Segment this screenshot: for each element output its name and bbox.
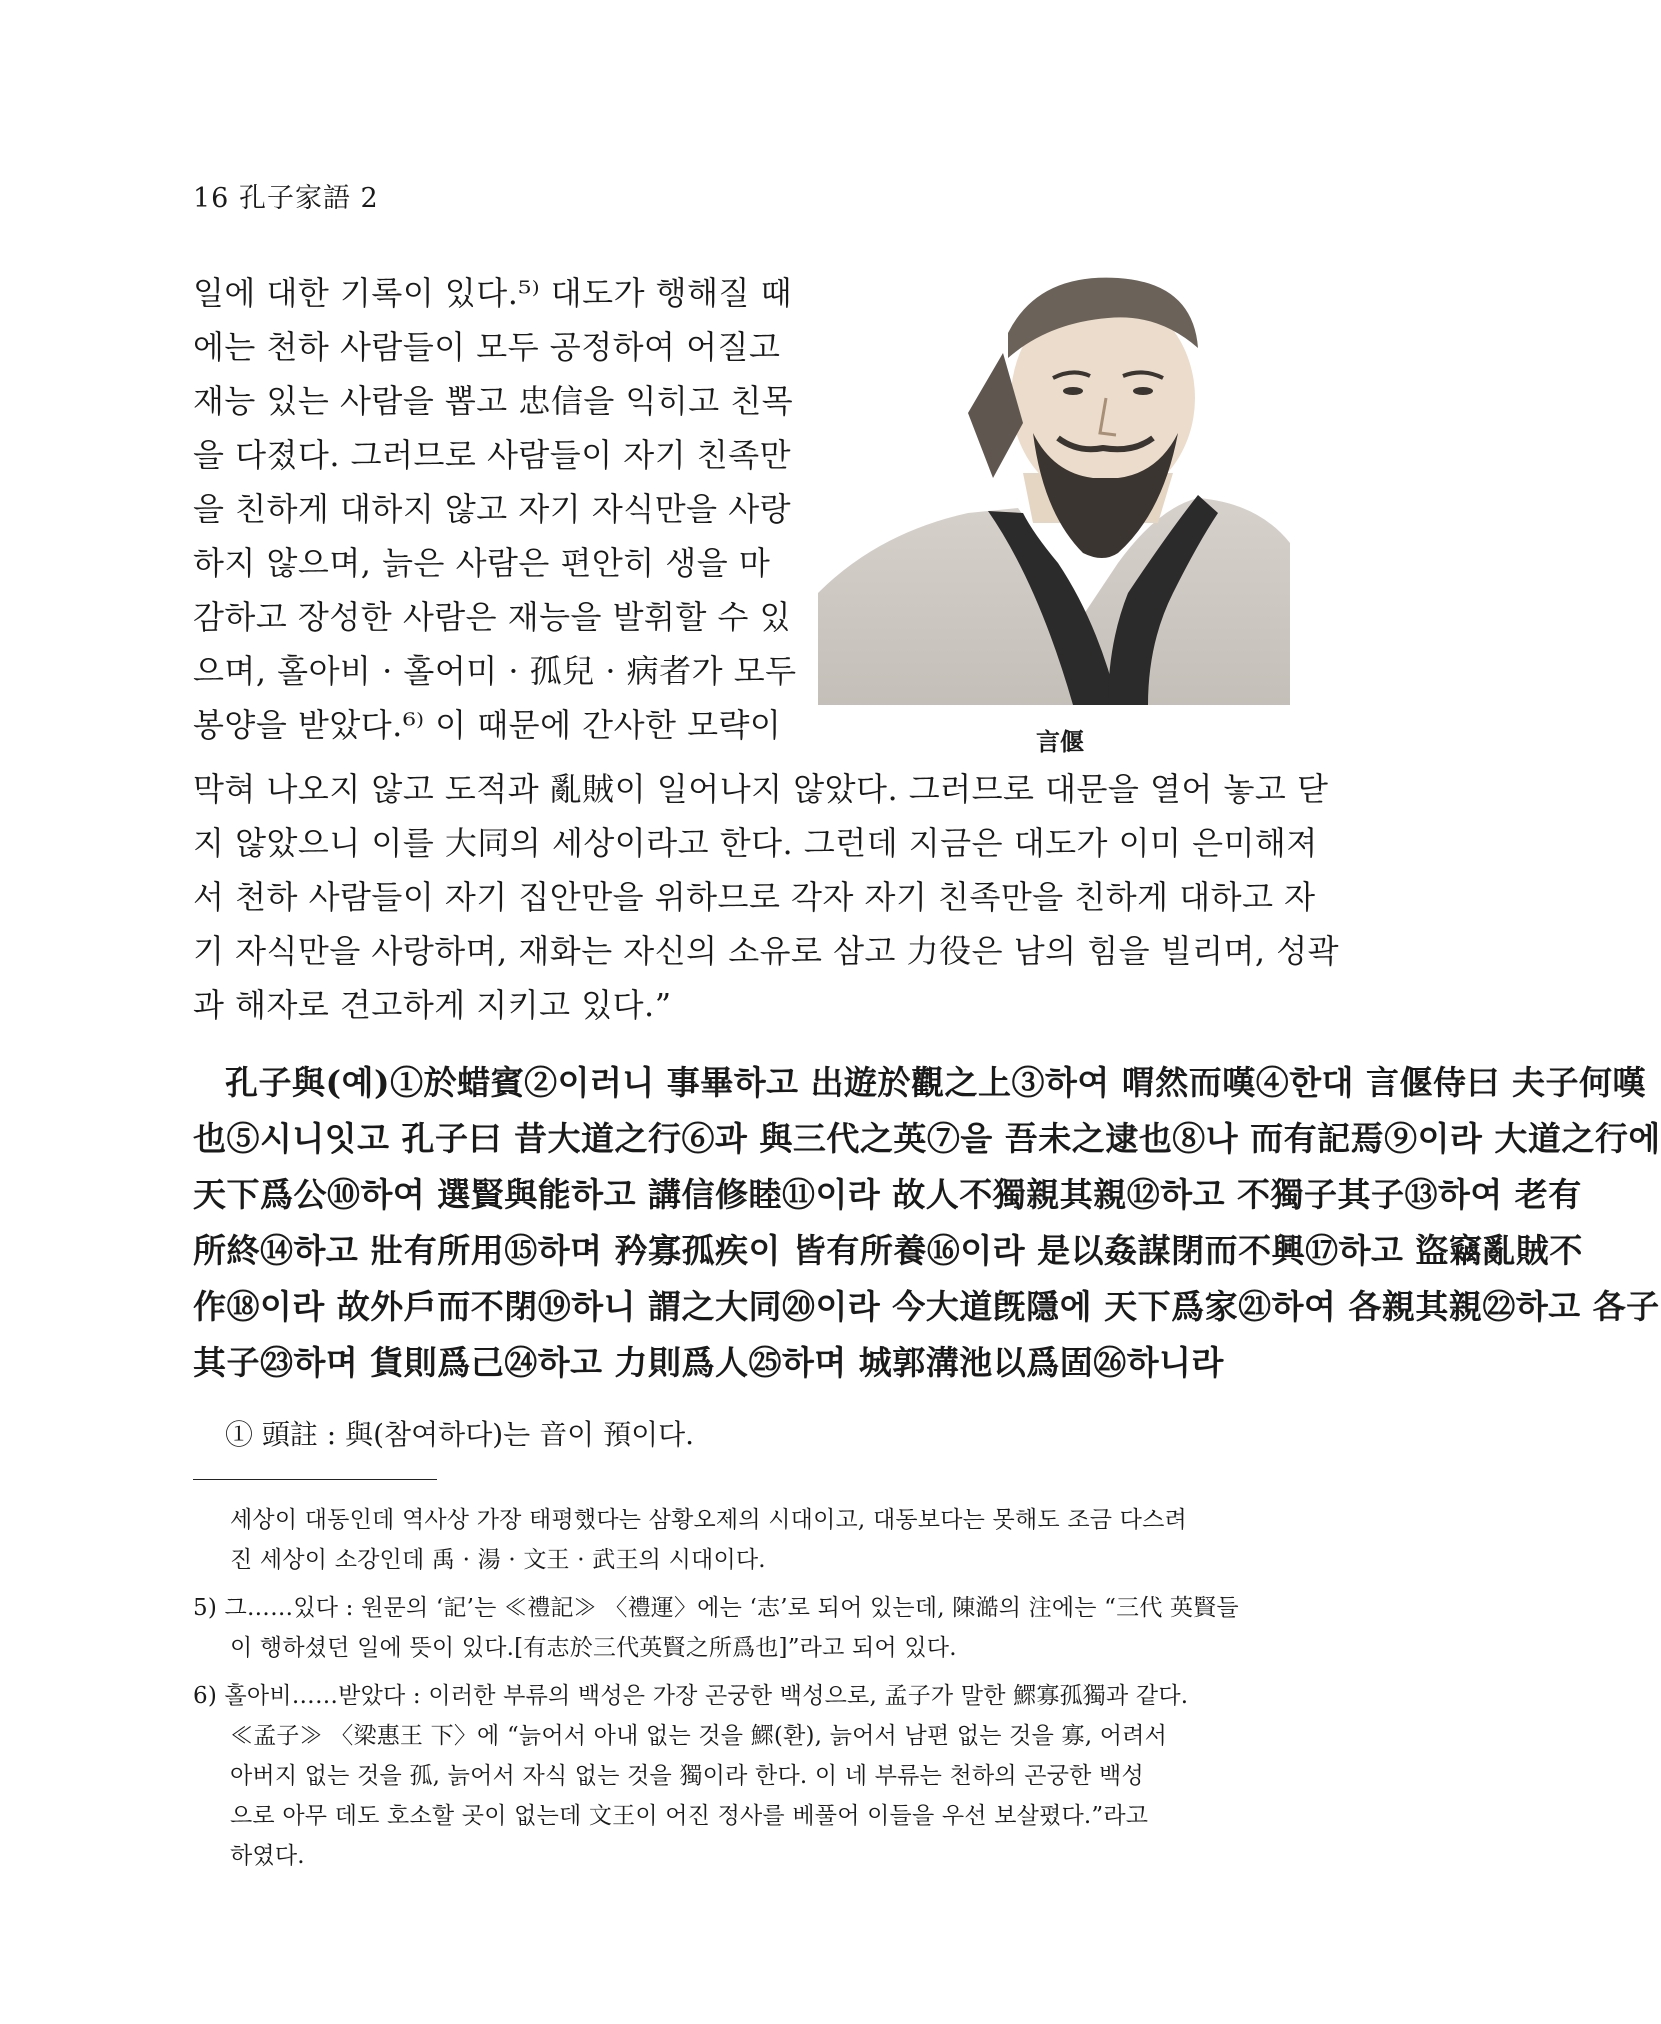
- body-text-line: 일에 대한 기록이 있다.⁵⁾ 대도가 행해질 때: [193, 274, 792, 312]
- footnote-5: 5) 그……있다 : 원문의 ‘記’는 ≪禮記≫ 〈禮運〉에는 ‘志’로 되어 있는데, 陳澔의 注에는 “三代 英賢들: [193, 1595, 1239, 1621]
- classical-text-line: 其子㉓하며 貨則爲己㉔하고 力則爲人㉕하며 城郭溝池以爲固㉖하니라: [193, 1343, 1224, 1382]
- body-text-line: 지 않았으니 이를 大同의 세상이라고 한다. 그런데 지금은 대도가 이미 은미해져: [193, 824, 1318, 862]
- footnote-line: 으로 아무 데도 호소할 곳이 없는데 文王이 어진 정사를 베풀어 이들을 우선 보살폈다.”라고: [230, 1803, 1149, 1829]
- classical-text-line: 也⑤시니잇고 孔子曰 昔大道之行⑥과 與三代之英⑦을 吾未之逮也⑧나 而有記焉⑨이라 大道之行에: [193, 1119, 1661, 1158]
- body-text-line: 을 다졌다. 그러므로 사람들이 자기 친족만: [193, 436, 792, 474]
- classical-text-line: 天下爲公⑩하여 選賢與能하고 講信修睦⑪이라 故人不獨親其親⑫하고 不獨子其子⑬하여 老有: [193, 1175, 1582, 1214]
- body-text-line: 막혀 나오지 않고 도적과 亂賊이 일어나지 않았다. 그러므로 대문을 열어 놓고 닫: [193, 770, 1329, 808]
- page-header: 16 孔子家語 2: [193, 183, 379, 214]
- body-text-line: 기 자식만을 사랑하며, 재화는 자신의 소유로 삼고 力役은 남의 힘을 빌리며, 성곽: [193, 932, 1340, 970]
- body-text-line: 하지 않으며, 늙은 사람은 편안히 생을 마: [193, 544, 771, 582]
- body-text-line: 을 친하게 대하지 않고 자기 자식만을 사랑: [193, 490, 792, 528]
- footnote-6: 6) 홀아비……받았다 : 이러한 부류의 백성은 가장 곤궁한 백성으로, 孟子가 말한 鰥寡孤獨과 같다.: [193, 1683, 1189, 1709]
- footnote-line: ≪孟子≫ 〈梁惠王 下〉에 “늙어서 아내 없는 것을 鰥(환), 늙어서 남편 없는 것을 寡, 어려서: [230, 1723, 1167, 1749]
- footnote-line: 진 세상이 소강인데 禹 · 湯 · 文王 · 武王의 시대이다.: [230, 1547, 766, 1573]
- footnote-line: 아버지 없는 것을 孤, 늙어서 자식 없는 것을 獨이라 한다. 이 네 부류는 천하의 곤궁한 백성: [230, 1763, 1144, 1789]
- footnote-line: 세상이 대동인데 역사상 가장 태평했다는 삼황오제의 시대이고, 대동보다는 못해도 조금 다스려: [230, 1507, 1187, 1533]
- body-text-line: 으며, 홀아비 · 홀어미 · 孤兒 · 病者가 모두: [193, 652, 797, 690]
- body-text-line: 서 천하 사람들이 자기 집안만을 위하므로 각자 자기 친족만을 친하게 대하고 자: [193, 878, 1316, 916]
- body-text-line: 재능 있는 사람을 뽑고 忠信을 익히고 친목: [193, 382, 794, 420]
- body-text-line: 과 해자로 견고하게 지키고 있다.”: [193, 986, 672, 1024]
- footnote-line: 이 행하셨던 일에 뜻이 있다.[有志於三代英賢之所爲也]”라고 되어 있다.: [230, 1635, 957, 1661]
- footnote-line: 하였다.: [230, 1843, 305, 1869]
- body-text-line: 봉양을 받았다.⁶⁾ 이 때문에 간사한 모략이: [193, 706, 782, 744]
- body-text-line: 에는 천하 사람들이 모두 공정하여 어질고: [193, 328, 781, 366]
- portrait-caption: 言偃: [1036, 728, 1084, 756]
- footnote-divider: [193, 1479, 437, 1480]
- head-annotation: ① 頭註 : 與(참여하다)는 音이 預이다.: [225, 1418, 695, 1451]
- body-text-line: 감하고 장성한 사람은 재능을 발휘할 수 있: [193, 598, 792, 636]
- classical-text-line: 所終⑭하고 壯有所用⑮하며 矜寡孤疾이 皆有所養⑯이라 是以姦謀閉而不興⑰하고 盜竊亂賊不: [193, 1231, 1583, 1270]
- portrait-illustration: [818, 263, 1290, 705]
- classical-text-line: 作⑱이라 故外戶而不閉⑲하니 謂之大同⑳이라 今大道旣隱에 天下爲家㉑하여 各親其親㉒하고 各子: [193, 1287, 1660, 1326]
- classical-text-line: 孔子與(예)①於蜡賓②이러니 事畢하고 出遊於觀之上③하여 喟然而嘆④한대 言偃侍曰 夫子何嘆: [225, 1063, 1646, 1102]
